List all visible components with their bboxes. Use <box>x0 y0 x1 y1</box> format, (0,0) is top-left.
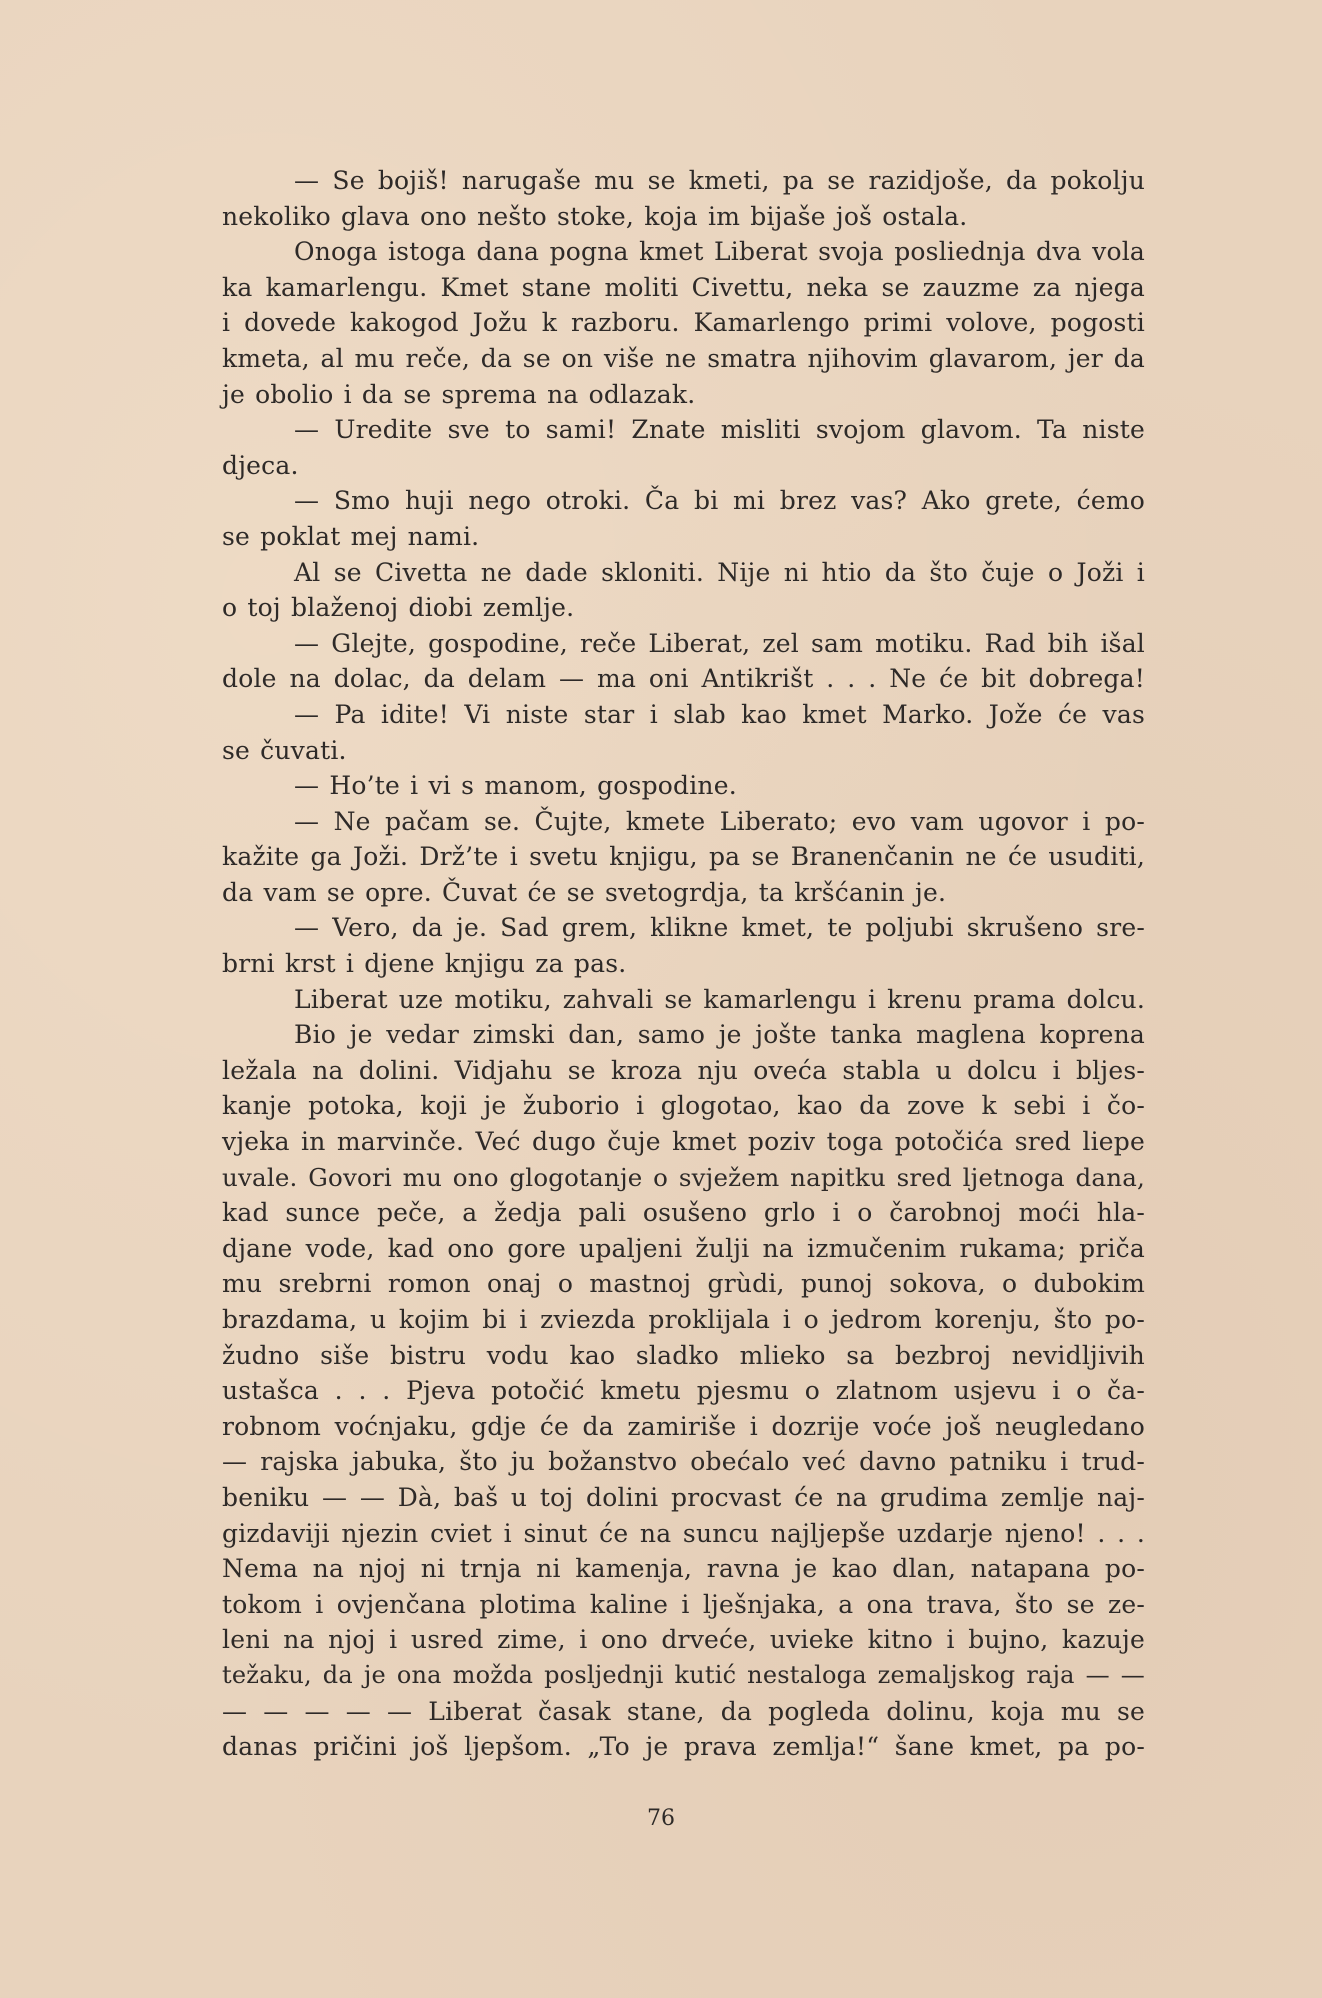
text-line: gizdaviji njezin cviet i sinut će na suncu najljepše uzdarje njeno! . . . <box>222 1518 1145 1548</box>
text-line: — Uredite sve to sami! Znate misliti svojom glavom. Ta niste <box>294 415 1145 445</box>
text-line: uvale. Govori mu ono glogotanje o svježem napitku sred ljetnoga dana, <box>222 1162 1145 1192</box>
text-line: težaku, da je ona možda posljednji kutić nestaloga zemaljskog raja — — <box>222 1660 1145 1689</box>
text-line: beniku — — Dà, baš u toj dolini procvast će na grudima zemlje naj- <box>222 1482 1145 1512</box>
text-line: vjeka in marvinče. Već dugo čuje kmet poziv toga potočića sred liepe <box>222 1127 1145 1157</box>
text-line: brni krst i djene knjigu za pas. <box>222 949 627 979</box>
text-line: Nema na njoj ni trnja ni kamenja, ravna je kao dlan, natapana po- <box>222 1554 1145 1584</box>
text-line: kanje potoka, koji je žuborio i glogotao, kao da zove k sebi i čo- <box>222 1091 1145 1121</box>
text-line: Al se Civetta ne dade skloniti. Nije ni htio da što čuje o Joži i <box>294 557 1145 587</box>
text-line: leni na njoj i usred zime, i ono drveće, uvieke kitno i bujno, kazuje <box>222 1625 1145 1655</box>
page-number: 76 <box>647 1806 675 1831</box>
text-line: je obolio i da se sprema na odlazak. <box>222 379 696 409</box>
text-line: ka kamarlengu. Kmet stane moliti Civettu, neka se zauzme za njega <box>222 272 1145 302</box>
text-line: Bio je vedar zimski dan, samo je jošte tanka maglena koprena <box>294 1020 1145 1050</box>
text-line: djane vode, kad ono gore upaljeni žulji na izmučenim rukama; priča <box>222 1233 1145 1263</box>
text-line: žudno siše bistru vodu kao sladko mlieko sa bezbroj nevidljivih <box>222 1340 1145 1370</box>
text-line: dole na dolac, da delam — ma oni Antikrišt . . . Ne će bit dobrega! <box>222 664 1145 694</box>
text-line: — rajska jabuka, što ju božanstvo obećalo već davno patniku i trud- <box>222 1447 1145 1477</box>
text-line: kažite ga Joži. Drž’te i svetu knjigu, pa se Branenčanin ne će usuditi, <box>222 842 1145 872</box>
text-line: brazdama, u kojim bi i zviezda proklijala i o jedrom korenju, što po- <box>222 1305 1145 1334</box>
text-line: djeca. <box>222 450 299 480</box>
text-line: — Ho’te i vi s manom, gospodine. <box>294 771 737 801</box>
text-line: o toj blaženoj diobi zemlje. <box>222 593 575 623</box>
text-line: danas pričini još ljepšom. „To je prava zemlja!“ šane kmet, pa po- <box>222 1732 1145 1762</box>
page-body-text <box>222 163 1145 1765</box>
text-line: Liberat uze motiku, zahvali se kamarlengu i krenu prama dolcu. <box>294 984 1145 1014</box>
text-line: ležala na dolini. Vidjahu se kroza nju oveća stabla u dolcu i bljes- <box>222 1055 1145 1085</box>
text-line: se čuvati. <box>222 735 347 765</box>
text-line: — Pa idite! Vi niste star i slab kao kmet Marko. Jože će vas <box>294 699 1145 729</box>
text-line: — Ne pačam se. Čujte, kmete Liberato; evo vam ugovor i po- <box>294 806 1145 836</box>
text-line: — Glejte, gospodine, reče Liberat, zel sam motiku. Rad bih išal <box>294 628 1145 658</box>
text-line: kmeta, al mu reče, da se on više ne smatra njihovim glavarom, jer da <box>222 343 1145 373</box>
text-line: — Se bojiš! narugaše mu se kmeti, pa se razidjoše, da pokolju <box>294 166 1145 195</box>
text-line: tokom i ovjenčana plotima kaline i lješnjaka, a ona trava, što se ze- <box>222 1589 1145 1619</box>
text-line: da vam se opre. Čuvat će se svetogrdja, ta kršćanin je. <box>222 877 947 907</box>
text-line: ustašca . . . Pjeva potočić kmetu pjesmu o zlatnom usjevu i o ča- <box>222 1376 1145 1406</box>
text-line: — Smo huji nego otroki. Ča bi mi brez vas? Ako grete, ćemo <box>294 486 1145 516</box>
text-line: kad sunce peče, a žedja pali osušeno grlo i o čarobnoj moći hla- <box>222 1198 1145 1228</box>
text-line: Onoga istoga dana pogna kmet Liberat svoja posliednja dva vola <box>294 237 1145 267</box>
text-line: — — — — — Liberat časak stane, da pogleda dolinu, koja mu se <box>222 1696 1145 1726</box>
text-line: — Vero, da je. Sad grem, klikne kmet, te poljubi skrušeno sre- <box>294 913 1145 943</box>
text-line: se poklat mej nami. <box>222 521 480 551</box>
text-line: robnom voćnjaku, gdje će da zamiriše i dozrije voće još neugledano <box>222 1411 1145 1441</box>
text-line: i dovede kakogod Jožu k razboru. Kamarlengo primi volove, pogosti <box>222 308 1145 338</box>
text-line: nekoliko glava ono nešto stoke, koja im bijaše još ostala. <box>222 201 968 231</box>
text-line: mu srebrni romon onaj o mastnoj grùdi, punoj sokova, o dubokim <box>222 1269 1145 1299</box>
